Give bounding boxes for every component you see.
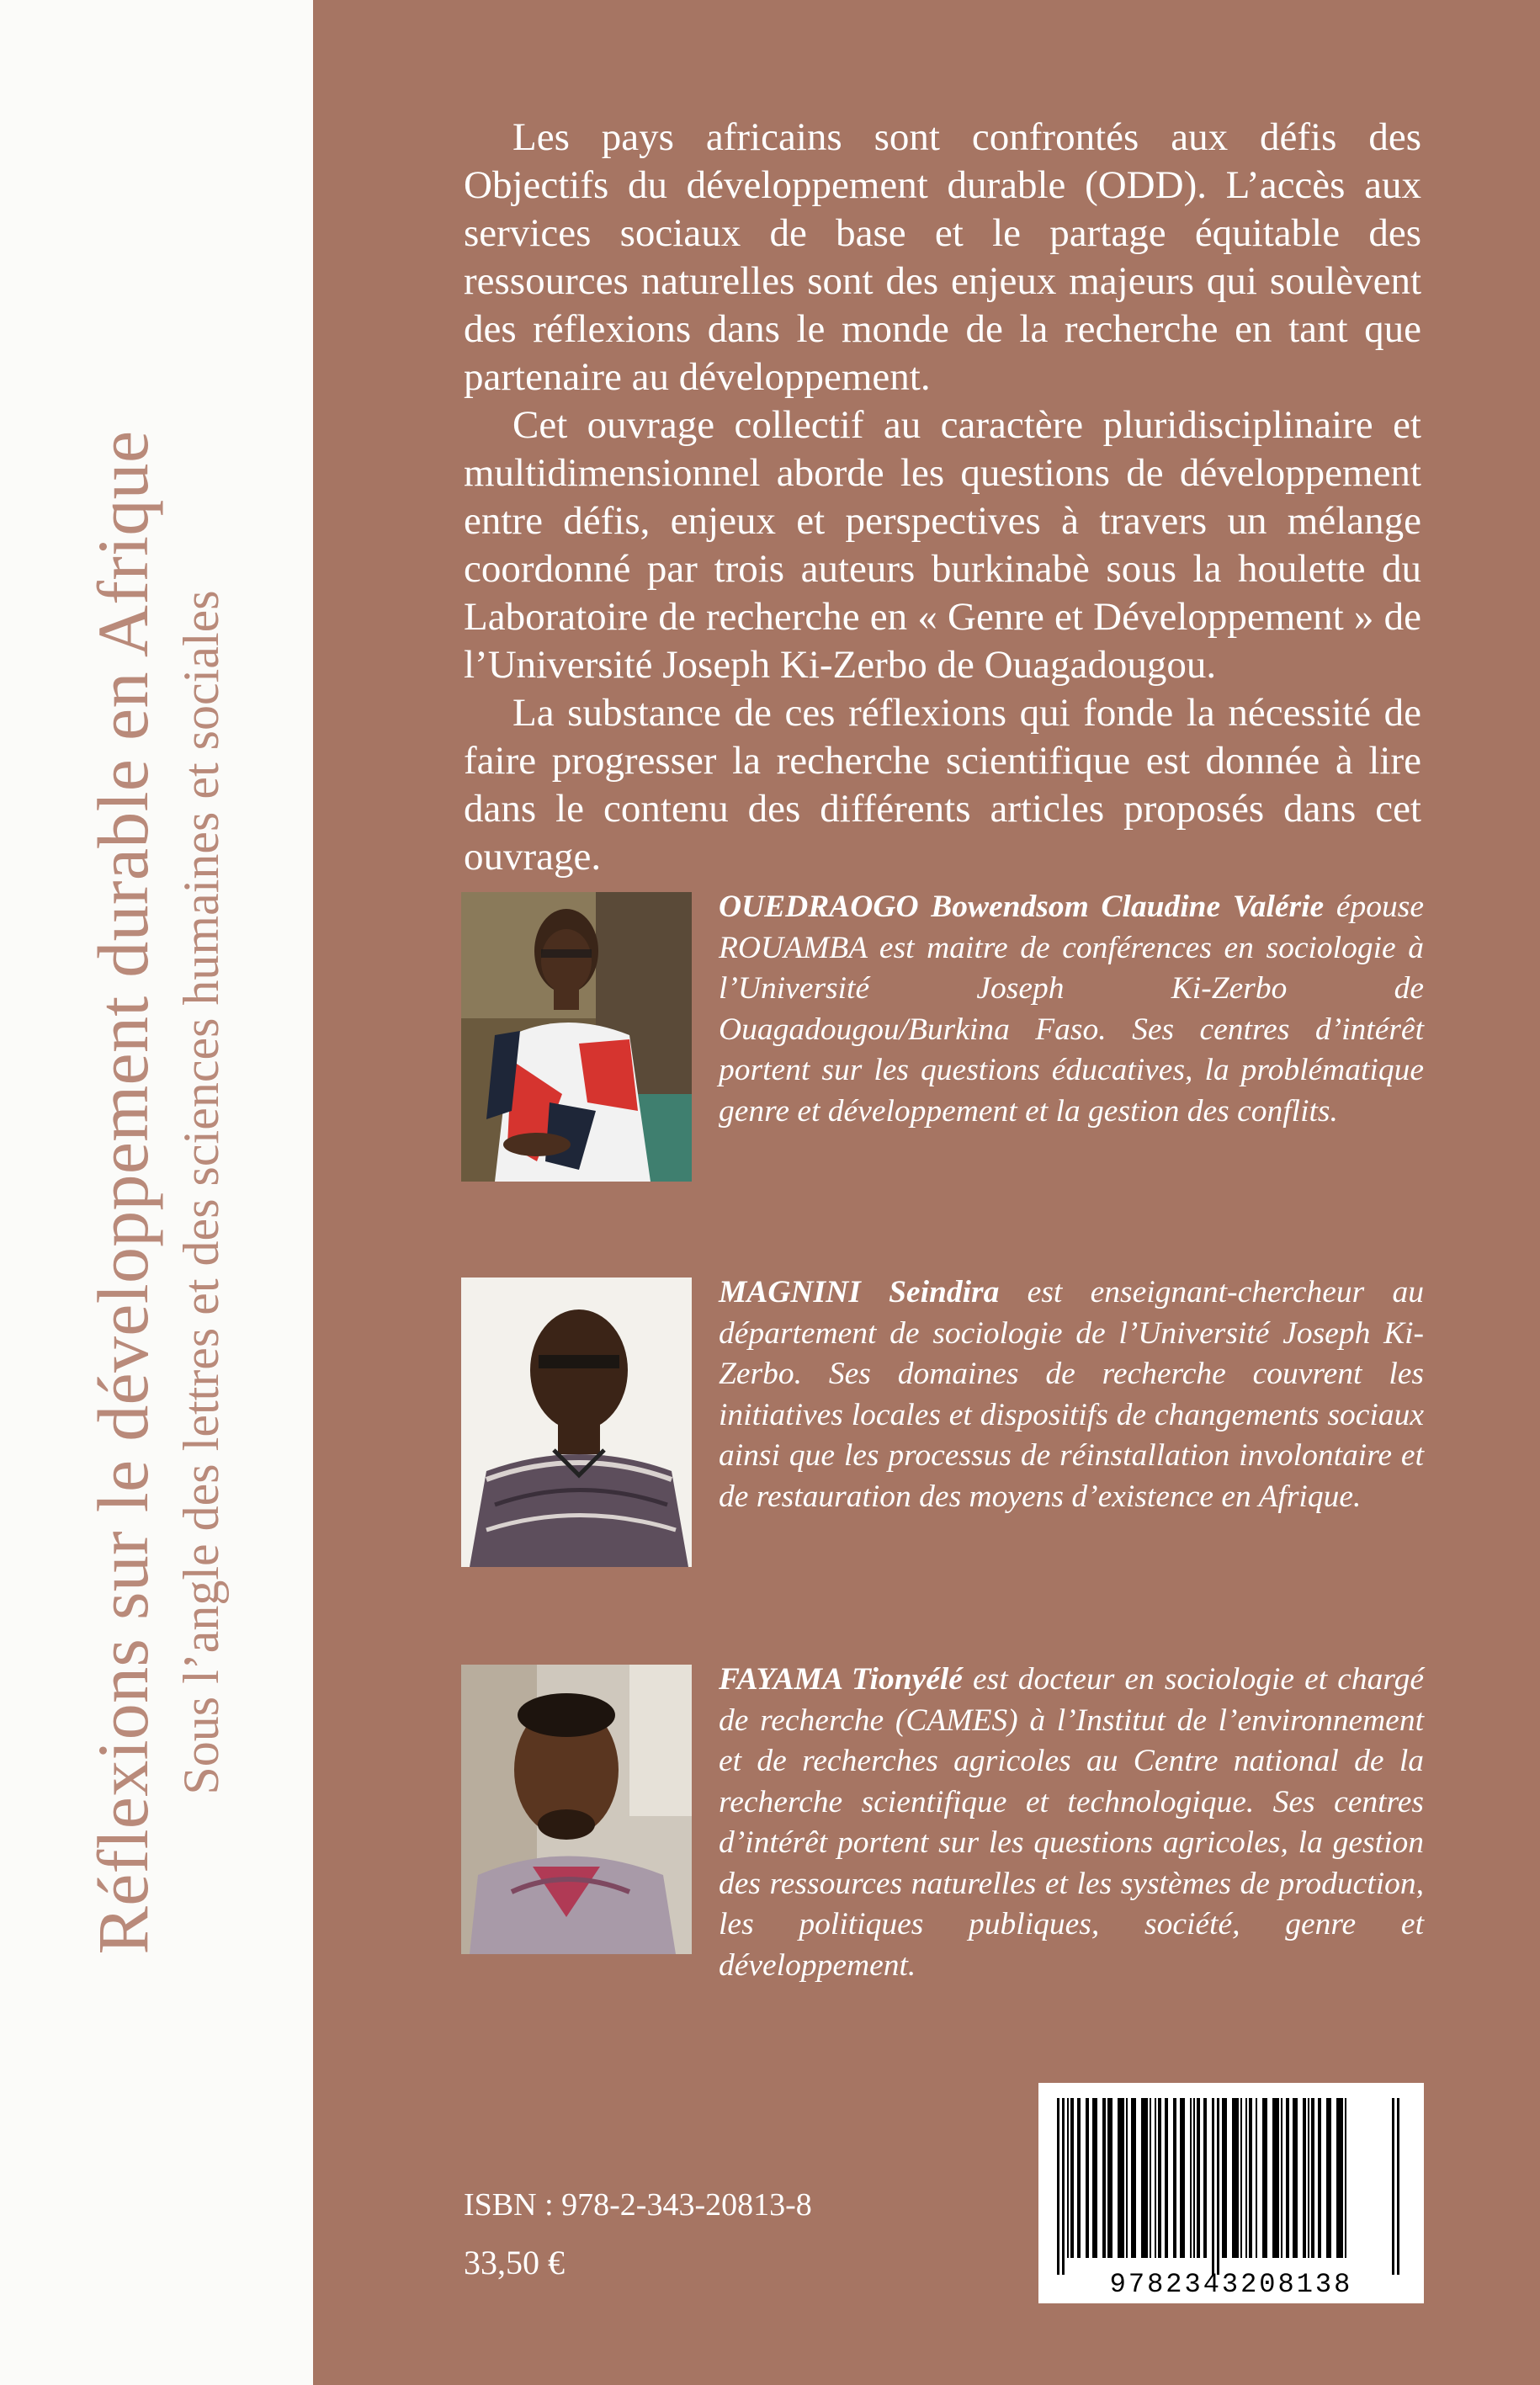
barcode-bar [1308, 2098, 1309, 2258]
barcode-bar [1245, 2098, 1247, 2258]
author-bio [719, 1660, 1424, 1986]
book-subtitle: Sous l’angle des lettres et des sciences humaines et sociales [173, 590, 229, 1795]
barcode-bar [1326, 2098, 1331, 2258]
barcode-bar [1311, 2098, 1314, 2258]
barcode-bar [1281, 2098, 1282, 2258]
barcode-bar [1150, 2098, 1151, 2258]
spine-text-block [79, 56, 234, 2329]
barcode [1038, 2083, 1424, 2303]
author-photo [461, 1277, 692, 1567]
back-cover-blurb [464, 114, 1421, 881]
barcode-bar [1180, 2098, 1185, 2258]
barcode-bar [1262, 2098, 1267, 2258]
barcode-bar [1318, 2098, 1321, 2258]
author-name: MAGNINI Seindira [719, 1275, 1000, 1309]
author-portrait-man [461, 1277, 692, 1567]
barcode-digits: 9782343208138 [1109, 2269, 1353, 2300]
barcode-bar [1067, 2098, 1069, 2258]
blurb-paragraph: La substance de ces réflexions qui fonde la nécessité de faire progresser la recherche scientifique est donnée à lire dans le contenu des différents articles proposés dans cet ouvrage. [464, 691, 1421, 879]
barcode-bar [1126, 2098, 1128, 2258]
book-title: Réflexions sur le développement durable en Afrique [82, 430, 163, 1955]
barcode-bar [1155, 2098, 1156, 2258]
barcode-bar [1092, 2098, 1097, 2258]
barcode-bar [1062, 2098, 1065, 2275]
barcode-bar [1217, 2098, 1219, 2275]
barcode-bar [1118, 2098, 1124, 2258]
barcode-bar [1141, 2098, 1148, 2258]
barcode-bar [1102, 2098, 1106, 2258]
barcode-bar [1272, 2098, 1279, 2258]
author-entry [461, 1277, 1425, 1572]
barcode-bar [1070, 2098, 1074, 2258]
barcode-bar [1190, 2098, 1192, 2258]
barcode-bar [1057, 2098, 1059, 2275]
barcode-bar [1240, 2098, 1242, 2258]
barcode-bar [1345, 2098, 1346, 2258]
author-photo [461, 1665, 692, 1954]
author-entry [461, 892, 1425, 1187]
isbn-label: ISBN : 978-2-343-20813-8 [464, 2187, 812, 2223]
barcode-bar [1212, 2098, 1214, 2275]
barcode-bar [1293, 2098, 1298, 2258]
spine-panel [0, 0, 313, 2385]
barcode-bar [1256, 2098, 1257, 2258]
author-name: FAYAMA Tionyélé [719, 1662, 963, 1697]
author-bio [719, 887, 1424, 1132]
barcode-bar [1397, 2098, 1399, 2275]
barcode-bar [1392, 2098, 1394, 2275]
barcode-bar [1197, 2098, 1200, 2258]
blurb-paragraph: Cet ouvrage collectif au caractère pluridisciplinaire et multidimensionnel aborde les questions de développement entre défis, enjeux et perspectives à travers un mélange coordonné par trois auteurs burkinabè sous la houlette du Laboratoire de recherche en « Genre et Développement » de l’Université Joseph Ki-Zerbo de Ouagadougou. [464, 403, 1421, 687]
barcode-bar [1158, 2098, 1161, 2258]
barcode-bar [1286, 2098, 1289, 2258]
price-label: 33,50 € [464, 2244, 565, 2281]
barcode-graphic [1038, 2083, 1424, 2303]
blurb-paragraph: Les pays africains sont confrontés aux défis des Objectifs du développement durable (ODD). L’accès aux services sociaux de base et le partage équitable des ressources naturelles sont des enjeux majeurs qui soulèvent des réflexions dans le monde de la recherche en tant que partenaire au développement. [464, 115, 1421, 399]
barcode-bar [1165, 2098, 1168, 2258]
author-portrait-man-selfie [461, 1665, 692, 1954]
author-bio-text: est enseignant-chercheur au département de sociologie de l’Université Joseph Ki-Zerbo. Ses domaines de recherche couvrent les initiatives locales et dispositifs de changements sociaux ainsi que les processus de réinstallation involontaire et de restauration des moyens d’existence en Afrique. [719, 1275, 1424, 1514]
author-entry [461, 1662, 1425, 1983]
author-bio-text: épouse ROUAMBA est maitre de conférences en sociologie à l’Université Joseph Ki-Zerbo de Ouagadougou/Burkina Faso. Ses centres d’intérêt portent sur les questions éducatives, la problématique genre et développement et la gestion des conflits. [719, 890, 1425, 1129]
author-portrait-woman [461, 892, 692, 1182]
author-bio [719, 1272, 1424, 1517]
barcode-bar [1232, 2098, 1239, 2258]
barcode-bar [1249, 2098, 1252, 2258]
barcode-bar [1131, 2098, 1136, 2258]
barcode-bar [1086, 2098, 1089, 2258]
barcode-bar [1222, 2098, 1227, 2258]
barcode-bar [1193, 2098, 1195, 2258]
barcode-bar [1336, 2098, 1343, 2258]
author-name: OUEDRAOGO Bowendsom Claudine Valérie [719, 890, 1325, 924]
author-bio-text: est docteur en sociologie et chargé de recherche (CAMES) à l’Institut de l’environnement et de recherches agricoles au Centre national de la recherche scientifique et technologique. Ses centres d’intérêt portent sur les questions agricoles, la gestion des ressources naturelles et les systèmes de production, les politiques publiques, société, genre et développement. [719, 1662, 1425, 1983]
author-photo [461, 892, 692, 1182]
barcode-bar [1173, 2098, 1176, 2258]
barcode-bar [1303, 2098, 1306, 2258]
barcode-bar [1107, 2098, 1113, 2258]
barcode-bar [1077, 2098, 1081, 2258]
barcode-bar [1203, 2098, 1207, 2258]
